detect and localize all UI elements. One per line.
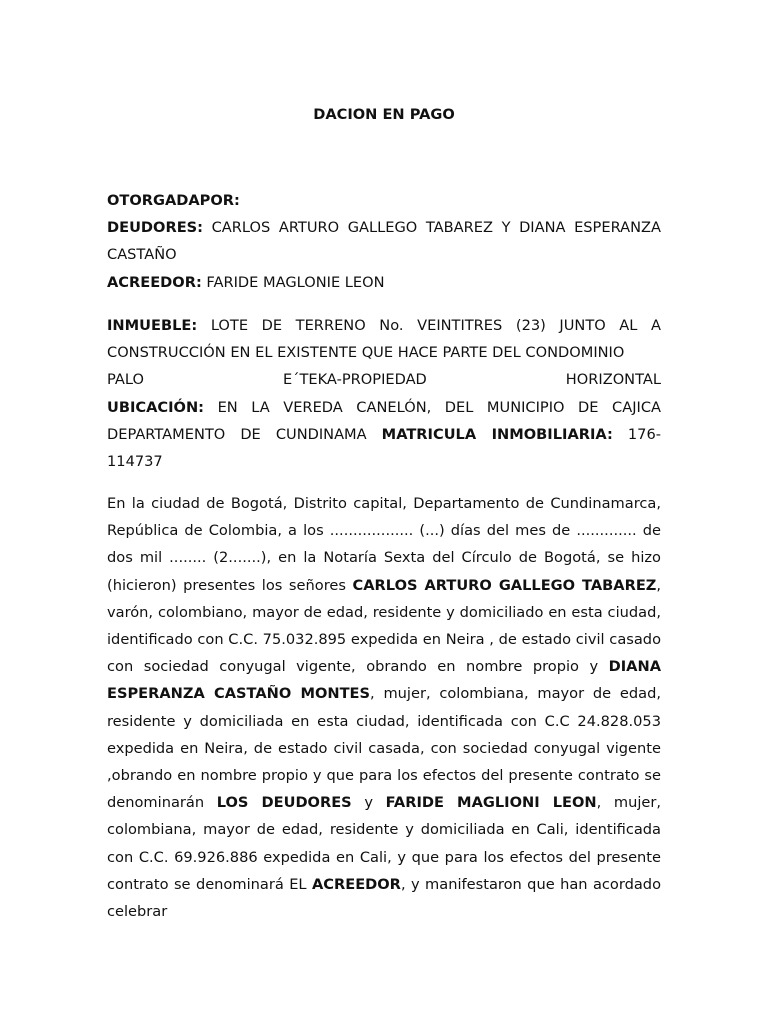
document-title: DACION EN PAGO <box>313 106 455 123</box>
matricula-label: MATRICULA INMOBILIARIA: <box>381 425 613 443</box>
otorgado-line <box>107 187 661 214</box>
deudores-value: CARLOS ARTURO GALLEGO TABAREZ Y DIANA ESPERANZA CASTAÑO <box>107 219 662 264</box>
ubicacion-label: UBICACIÓN: <box>107 398 205 416</box>
party-role-acreedor: ACREEDOR <box>311 875 401 893</box>
body-paragraph <box>107 490 661 925</box>
parties-section <box>107 187 661 296</box>
inmueble-paragraph <box>107 312 661 366</box>
deudores-label: DEUDORES: <box>107 219 204 237</box>
body-text-4: y <box>364 794 373 812</box>
body-text-3: , mujer, colombiana, mayor de edad, residente y domiciliada en esta ciudad, identificada con C.C 24.828.053 expedida en Neira, de estado civil casada, con sociedad conyugal vigente ,obrando en nombre propio y que para los efectos del presente contrato se denominarán <box>107 685 661 812</box>
ubicacion-value: EN LA VEREDA CANELÓN, DEL MUNICIPIO DE CAJICA DEPARTAMENTO DE CUNDINAMA <box>107 398 661 443</box>
ubicacion-paragraph <box>107 394 661 476</box>
deudores-line <box>107 214 661 268</box>
matricula-value: 176-114737 <box>107 425 662 471</box>
acreedor-line <box>107 269 661 296</box>
body-text-6: , y manifestaron que han acordado celebrar <box>107 875 661 921</box>
body-text-2: , varón, colombiano, mayor de edad, residente y domiciliado en esta ciudad, identificado con C.C. 75.032.895 expedida en Neira , de estado civil casado con sociedad conyugal vigente, obrando en nombre propio y <box>107 576 662 676</box>
party-name-1: CARLOS ARTURO GALLEGO TABAREZ <box>352 576 657 594</box>
inmueble-label: INMUEBLE: <box>107 317 198 334</box>
body-text-1: En la ciudad de Bogotá, Distrito capital, Departamento de Cundinamarca, República de Colombia, a los .................. (...) días del mes de ............. de dos mil ........ (2.......), en la Notaría Sexta del Círculo de Bogotá, se hizo (hicieron) presentes los señores <box>107 495 661 594</box>
otorgado-label: OTORGADAPOR: <box>107 192 240 209</box>
body-text-5: , mujer, colombiana, mayor de edad, residente y domiciliada en Cali, identificada con C.C. 69.926.886 expedida en Cali, y que para los efectos del presente contrato se denominará EL <box>107 794 662 893</box>
property-section <box>107 312 661 475</box>
inmueble-value: LOTE DE TERRENO No. VEINTITRES (23) JUNTO AL A CONSTRUCCIÓN EN EL EXISTENTE QUE HACE PARTE DEL CONDOMINIO <box>107 317 661 362</box>
acreedor-label: ACREEDOR: <box>107 273 202 291</box>
party-name-2: DIANA ESPERANZA CASTAÑO MONTES <box>107 658 661 703</box>
party-role-deudores: LOS DEUDORES <box>216 794 352 812</box>
inmueble-last-line: PALO E´TEKA-PROPIEDAD HORIZONTAL <box>107 371 661 389</box>
party-name-3: FARIDE MAGLIONI LEON <box>385 794 597 812</box>
acreedor-value: FARIDE MAGLONIE LEON <box>206 273 385 291</box>
